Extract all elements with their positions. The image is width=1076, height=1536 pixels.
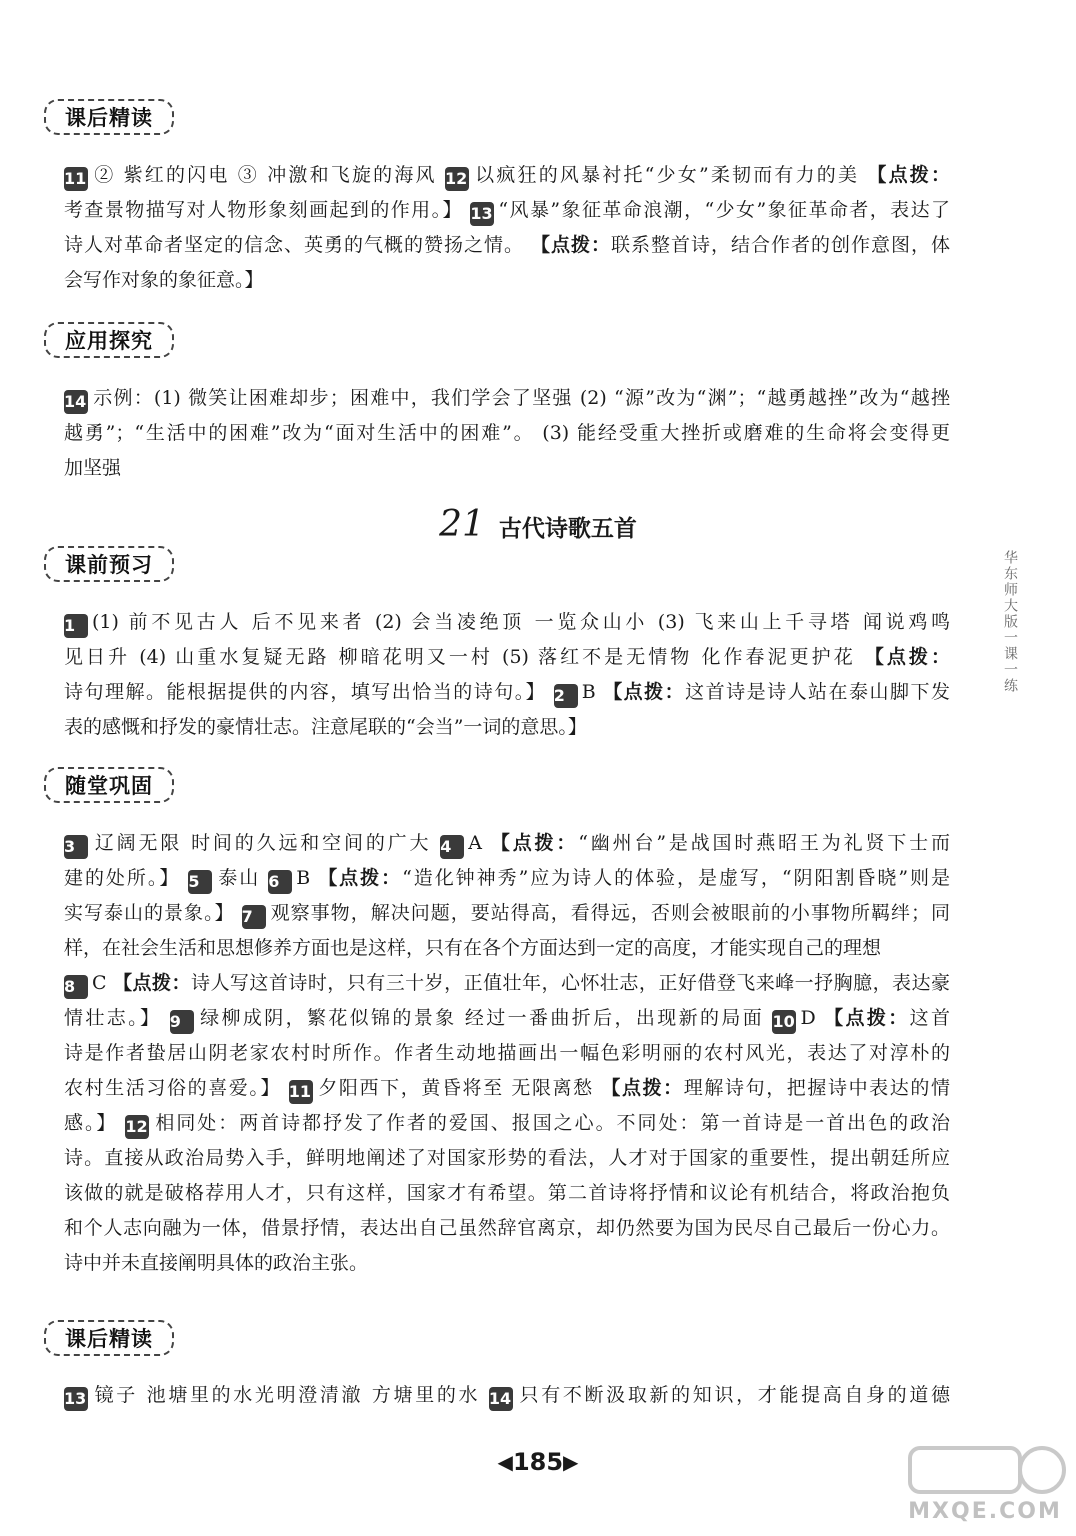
hint-label: 【点拨： (601, 1077, 684, 1099)
question-number: 5 (188, 870, 212, 894)
question-number: 1 (64, 614, 88, 638)
reading-answers: 11 ② 紫红的闪电 ③ 冲激和飞旋的海风 12 以疯狂的风暴衬托“少女”柔韧而有力的美 【点拨： 考查景物描写对人物形象刻画起到的作用。】 13 “风暴”象征革命浪潮，“少女”象征革命者，表达了 诗人对革命者坚定的信念、英勇的气概的赞扬之情。 【点拨：联系整首诗，结合作者的创作意图，体 会写作对象的象征意。】 (64, 164, 950, 291)
lesson-number: 21 (439, 504, 485, 545)
section-tag-reading-2: 课后精读 (44, 1320, 174, 1356)
question-number: 9 (170, 1010, 194, 1034)
page-number: ◀185▶ (497, 1448, 579, 1476)
preview-answers: 1 (1) 前不见古人 后不见来者 (2) 会当凌绝顶 一览众山小 (3) 飞来山上千寻塔 闻说鸡鸣 见日升 (4) 山重水复疑无路 柳暗花明又一村 (5) 落红不是无情物 化作春泥更护花 【点拨： 诗句理解。能根据提供的内容，填写出恰当的诗句。】 2 B 【点拨：这首诗是诗人站在泰山脚下发 表的感慨和抒发的豪情壮志。注意尾联的“会当”一词的意思。】 (64, 611, 950, 738)
application-answers: 14 示例：(1) 微笑让困难却步；困难中，我们学会了坚强 (2) “源”改为“渊”；“越勇越挫”改为“越挫 越勇”；“生活中的困难”改为“面对生活中的困难”。 (3) 能经受重大挫折或磨难的生命将会变得更 加坚强 (64, 387, 950, 479)
right-arrow-icon: ▶ (563, 1450, 579, 1474)
question-number: 14 (489, 1387, 513, 1411)
reading-answers-2: 13 镜子 池塘里的水光明澄清澈 方塘里的水 14 只有不断汲取新的知识，才能提高自身的道德 (64, 1378, 950, 1413)
question-number: 12 (125, 1115, 149, 1139)
hint-label: 【点拨： (490, 832, 579, 854)
question-number: 12 (445, 167, 469, 191)
section-tag-consolidation: 随堂巩固 (44, 767, 174, 803)
hint-label: 【点拨： (531, 234, 611, 256)
question-number: 11 (64, 167, 88, 191)
hint-label: 【点拨： (824, 1007, 910, 1029)
question-number: 11 (289, 1080, 313, 1104)
question-number: 3 (64, 835, 88, 859)
watermark-logo (900, 1440, 1070, 1526)
question-number: 13 (64, 1387, 88, 1411)
consolidation-answers: 3 辽阔无限 时间的久远和空间的广大 4 A 【点拨：“幽州台”是战国时燕昭王为礼贤下士而 建的处所。】 5 泰山 6 B 【点拨：“造化钟神秀”应为诗人的体验，是虚写，“阴阳割昏晓”则是 实写泰山的景象。】 7 观察事物，解决问题，要站得高，看得远，否则会被眼前的小事物所羁绊；同 样，在社会生活和思想修养方面也是这样，只有在各个方面达到一定的高度，才能实现自己的理想 8 C 【点拨：诗人写这首诗时，只有三十岁，正值壮年，心怀壮志，正好借登飞来峰一抒胸臆，表达豪 情壮志。】 9 绿柳成阴，繁花似锦的景象 经过一番曲折后，出现新的局面 10 D 【点拨：这首 诗是作者蛰居山阴老家农村时所作。作者生动地描画出一幅色彩明丽的农村风光，表达了对淳朴的 农村生活习俗的喜爱。】 11 夕阳西下，黄昏将至 无限离愁 【点拨：理解诗句，把握诗中表达的情 感。】 12 相同处：两首诗都抒发了作者的爱国、报国之心。不同处：第一首诗是一首出色的政治 诗。直接从政治局势入手，鲜明地阐述了对国家形势的看法，人才对于国家的重要性，提出朝廷所应 该做的就是破格荐用人才，只有这样，国家才有希望。第二首诗将抒情和议论有机结合，将政治抱负 和个人志向融为一体，借景抒情，表达出自己虽然辞官离京，却仍然要为国为民尽自己最后一份心力。 诗中并未直接阐明具体的政治主张。 (64, 832, 950, 1274)
side-series-label: 华东师大版一课一练 (1002, 550, 1018, 694)
question-number: 8 (64, 975, 88, 999)
hint-label: 【点拨： (318, 867, 403, 889)
section-tag-reading: 课后精读 (44, 99, 174, 135)
hint-label: 【点拨： (603, 681, 686, 703)
hint-label: 【点拨： (113, 972, 191, 994)
lesson-title (0, 504, 1076, 545)
watermark-stamp-icon (900, 1440, 1070, 1500)
question-number: 2 (554, 684, 578, 708)
question-number: 14 (64, 390, 88, 414)
question-number: 13 (470, 202, 494, 226)
question-number: 7 (242, 905, 266, 929)
hint-label: 【点拨： (867, 164, 950, 186)
watermark-text: MXQE.COM (908, 1499, 1062, 1524)
question-number: 6 (268, 870, 292, 894)
hint-label: 【点拨： (864, 646, 950, 668)
section-tag-preview: 课前预习 (44, 546, 174, 582)
lesson-name: 古代诗歌五首 (498, 515, 637, 542)
section-tag-application: 应用探究 (44, 322, 174, 358)
question-number: 4 (440, 835, 464, 859)
left-arrow-icon: ◀ (497, 1450, 513, 1474)
question-number: 10 (772, 1010, 796, 1034)
